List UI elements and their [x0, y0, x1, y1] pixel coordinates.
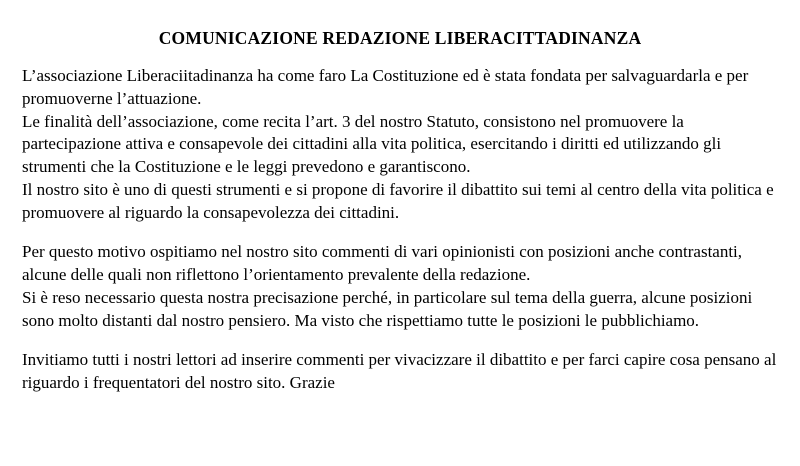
paragraph: Si è reso necessario questa nostra precisazione perché, in particolare sul tema della guerra, alcune posizioni sono molto distanti dal nostro pensiero. Ma visto che rispettiamo tutte le posizioni le pubblichiamo. [22, 287, 753, 330]
paragraph: Invitiamo tutti i nostri lettori ad inserire commenti per vivacizzare il dibattito e per farci capire cosa pensano al riguardo i frequentatori del nostro sito. Grazie [22, 350, 777, 393]
paragraph-spacer [22, 224, 778, 241]
paragraph: Il nostro sito è uno di questi strumenti e si propone di favorire il dibattito sui temi al centro della vita politica e promuovere al riguardo la consapevolezza dei cittadini. [22, 179, 774, 222]
paragraph-group-1 [22, 65, 778, 224]
paragraph: Per questo motivo ospitiamo nel nostro sito commenti di vari opinionisti con posizioni anche contrastanti, alcune delle quali non riflettono l’orientamento prevalente della redazione. [22, 242, 743, 285]
page-title: COMUNICAZIONE REDAZIONE LIBERACITTADINANZA [158, 28, 642, 48]
paragraph: L’associazione Liberaciitadinanza ha come faro La Costituzione ed è stata fondata per salvaguardarla e per promuoverne l’attuazione. [22, 66, 749, 108]
paragraph-group-2 [22, 241, 778, 332]
document-body [22, 65, 778, 395]
paragraph: Le finalità dell’associazione, come recita l’art. 3 del nostro Statuto, consistono nel promuovere la partecipazione attiva e consapevole dei cittadini alla vita politica, esercitando i diritti ed utilizzando gli strumenti che la Costituzione e le leggi prevedono e garantiscono. [22, 111, 722, 177]
paragraph-spacer [22, 332, 778, 349]
paragraph-group-3 [22, 349, 778, 395]
